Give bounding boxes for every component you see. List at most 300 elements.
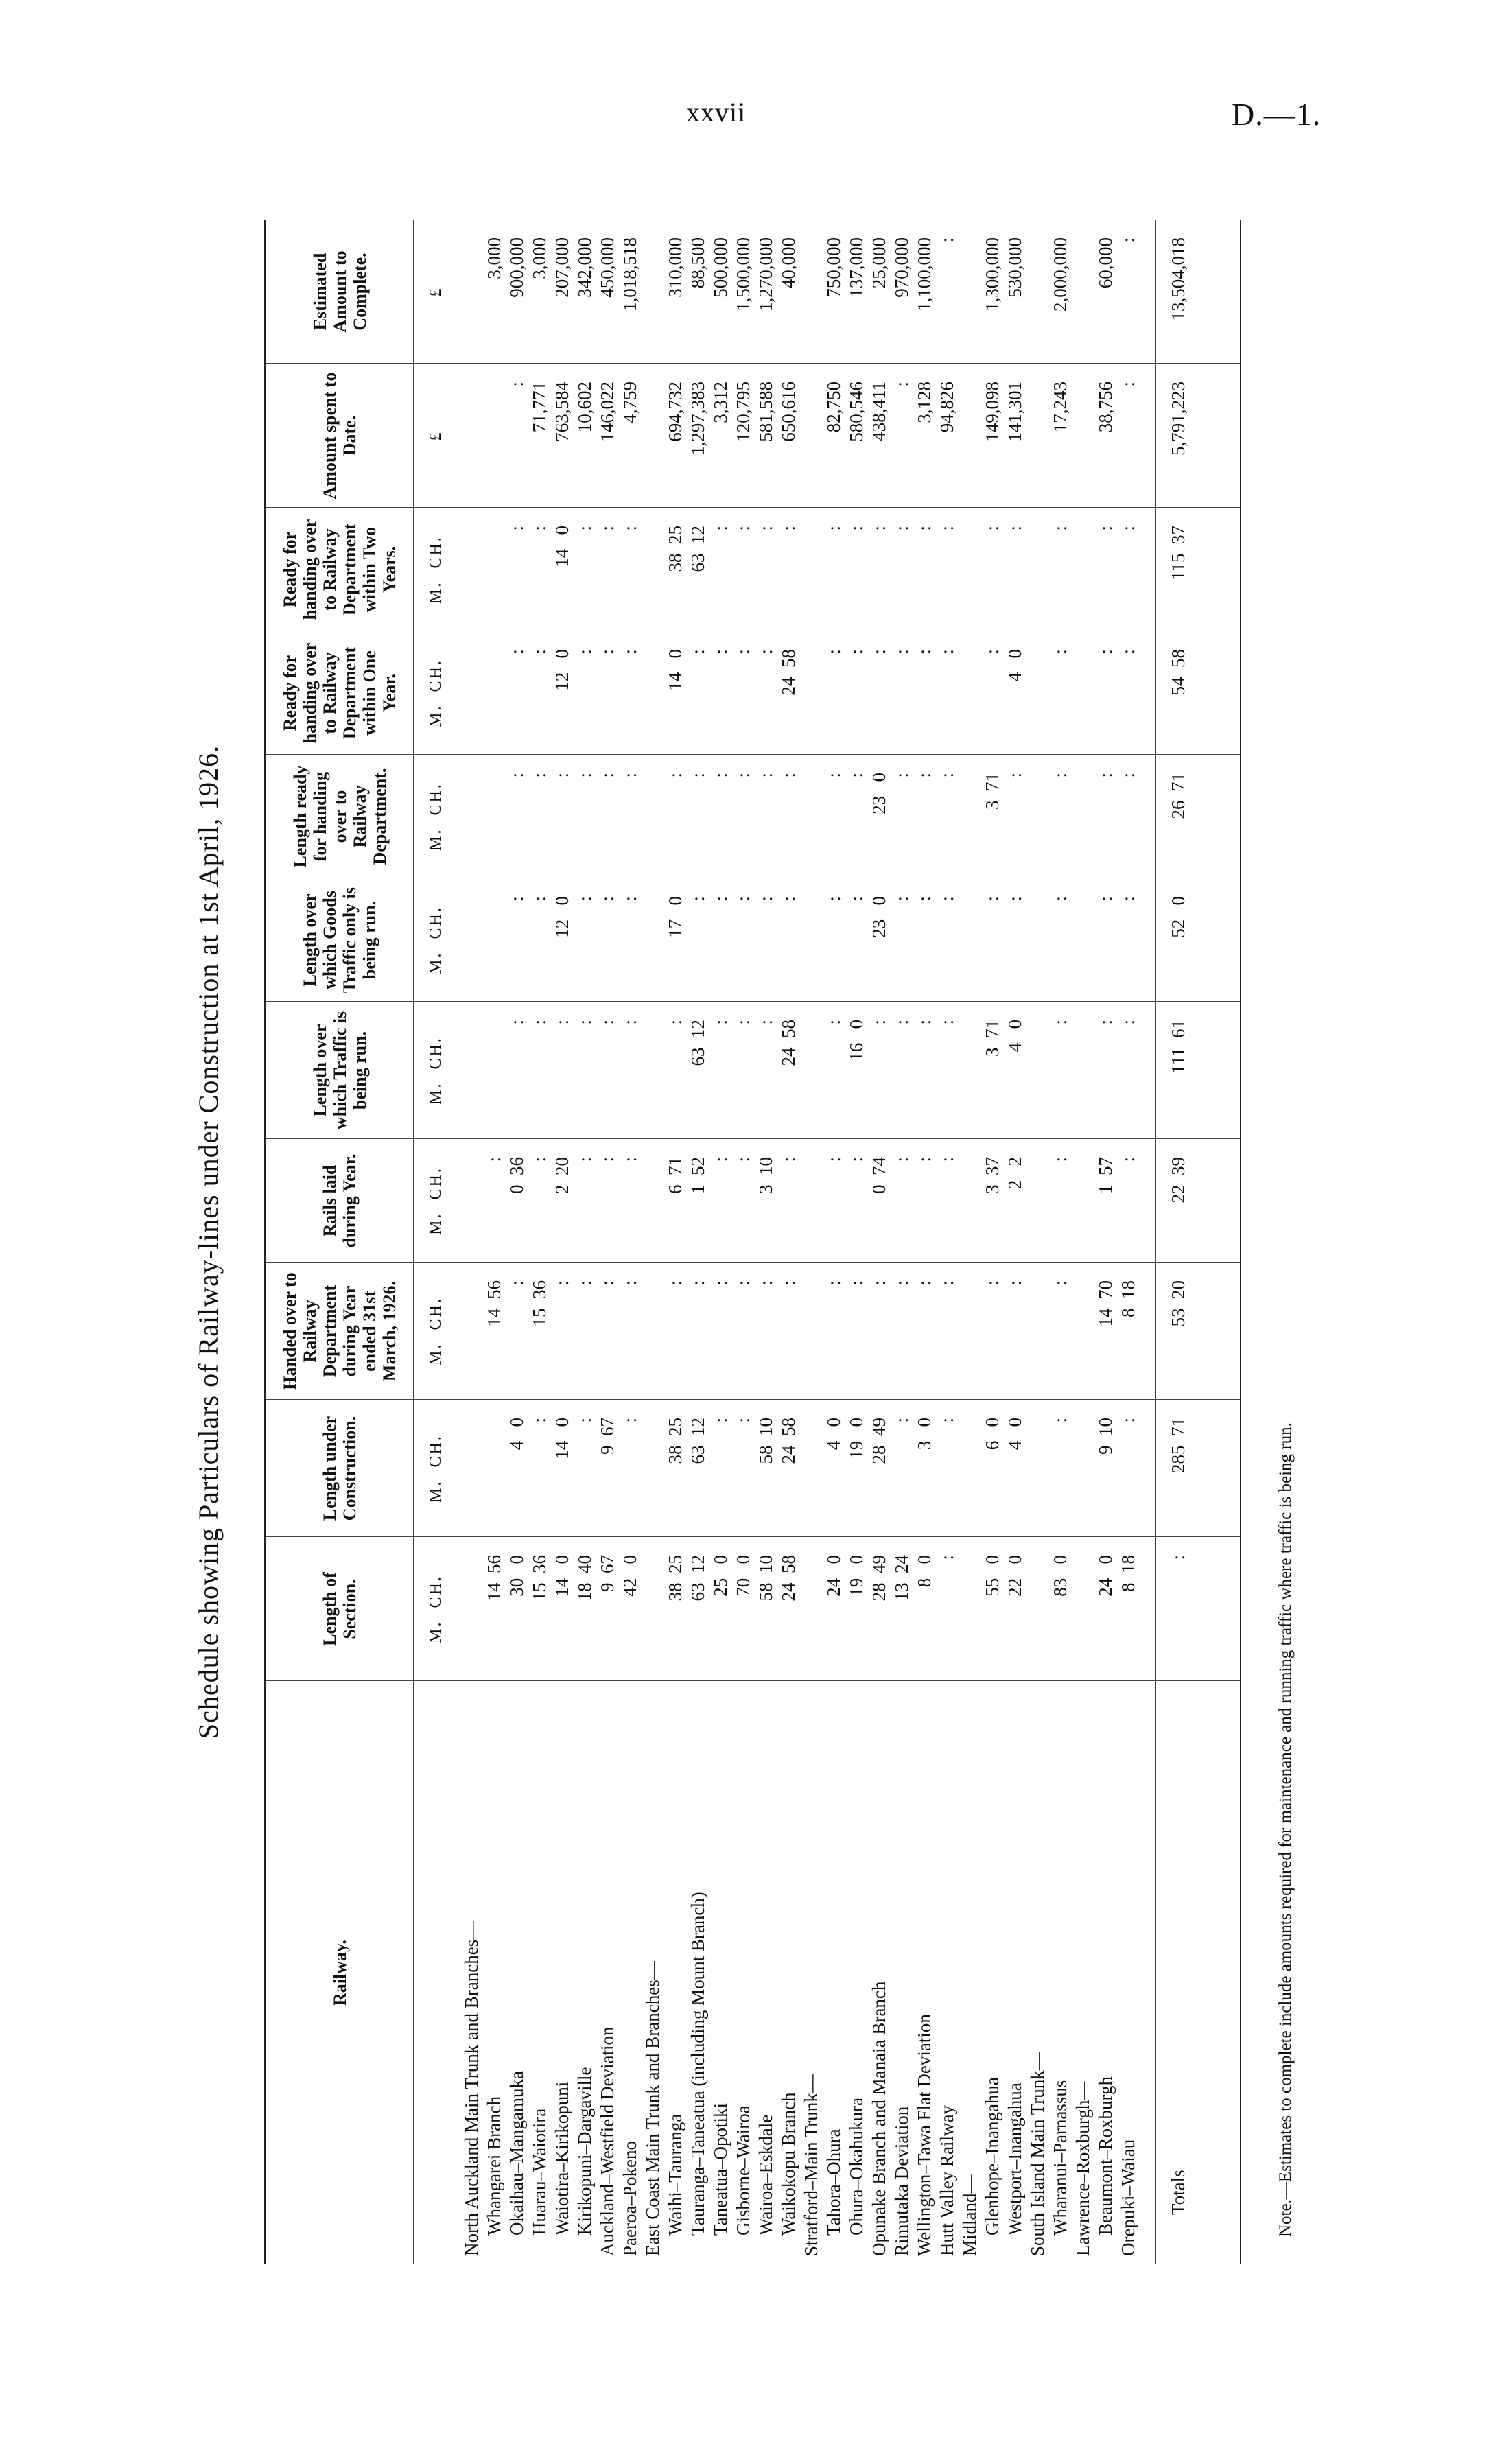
cell-estimated: 60,000 [1095,237,1116,289]
cell-ready_two_years: : [891,526,912,531]
cell-estimated: 25,000 [869,237,889,289]
cell-goods_traffic: : [914,896,935,902]
totals-label: Totals [1168,2170,1188,2215]
cell-ready_two_years: : [733,526,753,531]
cell-length_construction: 19 0 [846,1418,867,1459]
cell-ready_now: : [620,773,640,778]
cell-length_construction: 14 0 [552,1418,572,1459]
cell-length_section: 63 12 [688,1555,708,1601]
row-railway-name: North Auckland Main Trunk and Branches— [461,1921,482,2256]
cell-length_section: 30 0 [506,1555,527,1597]
cell-handed_over: : [620,1280,640,1286]
cell-handed_over: : [710,1280,731,1286]
cell-ready_now: : [688,773,708,778]
cell-ready_two_years: : [755,526,776,531]
cell-estimated: 40,000 [778,237,799,289]
cell-traffic_run: : [1095,1020,1116,1025]
cell-length_section: 14 0 [552,1555,572,1597]
cell-rails_laid: : [733,1157,753,1162]
schedule-title: Schedule showing Particulars of Railway-lines under Construction at 1st April, 1926. [193,744,224,1739]
cell-handed_over: : [1050,1280,1070,1286]
row-railway-name: Opunake Branch and Manaia Branch [869,1981,889,2256]
column-unit: £ [427,430,445,441]
cell-ready_now: : [755,773,776,778]
cell-amount_spent: 71,771 [529,382,550,433]
cell-estimated: 3,000 [484,237,504,279]
cell-traffic_run: : [506,1020,527,1025]
cell-ready_one_year: : [620,649,640,655]
cell-amount_spent: 94,826 [937,382,957,433]
row-railway-name: Tauranga–Taneatua (including Mount Branch) [688,1892,708,2236]
cell-amount_spent: 141,301 [1005,382,1025,442]
cell-length_section: 9 67 [597,1555,618,1592]
header-rule [413,220,414,2264]
cell-rails_laid: : [1118,1157,1138,1162]
cell-goods_traffic: : [529,896,550,902]
cell-ready_two_years: : [778,526,799,531]
row-railway-name: Taneatua–Opotiki [710,2102,731,2236]
cell-ready_now: : [506,773,527,778]
cell-amount_spent: 763,584 [552,382,572,442]
cell-ready_one_year: : [1095,649,1116,655]
cell-amount_spent: : [506,382,527,387]
row-railway-name: Rimutaka Deviation [891,2106,912,2256]
cell-handed_over: : [778,1280,799,1286]
cell-ready_two_years: 14 0 [552,526,572,567]
cell-traffic_run: : [755,1020,776,1025]
cell-rails_laid: : [484,1157,504,1162]
cell-length_construction: : [1118,1418,1138,1423]
cell-estimated: 310,000 [665,237,685,298]
cell-ready_now: : [891,773,912,778]
cell-ready_now: 3 71 [982,773,1002,810]
row-railway-name: Wharanui–Parnassus [1050,2080,1070,2236]
cell-ready_one_year: : [1118,649,1138,655]
column-unit: M. CH. [427,782,445,851]
column-header-ready_two_years: Ready for handing over to Railway Department within Two Years. [280,519,399,620]
cell-length_section: 83 0 [1050,1555,1070,1597]
cell-traffic_run: : [665,1020,685,1025]
cell-traffic_run: : [937,1020,957,1025]
cell-ready_one_year: : [846,649,867,655]
row-railway-name: Waikokopu Branch [778,2092,799,2236]
cell-amount_spent: : [891,382,912,387]
cell-handed_over: : [597,1280,618,1286]
cell-ready_now: : [846,773,867,778]
cell-estimated: 1,018,518 [620,237,640,312]
cell-handed_over: : [891,1280,912,1286]
cell-ready_now: 23 0 [869,773,889,814]
cell-goods_traffic: : [1050,896,1070,902]
row-railway-name: East Coast Main Trunk and Branches— [642,1961,663,2256]
row-railway-name: Ohura–Okahukura [846,2098,867,2236]
column-unit: M. CH. [427,1575,445,1643]
cell-length_section: 18 40 [574,1555,595,1601]
cell-rails_laid: 6 71 [665,1157,685,1194]
cell-estimated: 2,000,000 [1050,237,1070,312]
row-railway-name: Wairoa–Eskdale [755,2114,776,2236]
cell-estimated: 1,500,000 [733,237,753,312]
column-header-amount_spent: Amount spent to Date. [320,372,360,500]
column-header-length_construction: Length under Construction. [320,1416,360,1521]
cell-length_section: : [937,1555,957,1560]
cell-estimated: 900,000 [506,237,527,298]
cell-rails_laid: : [710,1157,731,1162]
cell-ready_two_years: : [1050,526,1070,531]
cell-amount_spent: 149,098 [982,382,1002,442]
cell-rails_laid: 0 36 [506,1157,527,1194]
cell-estimated: 750,000 [823,237,844,298]
total-cell-amount_spent: 5,791,223 [1168,382,1188,456]
cell-ready_one_year: : [733,649,753,655]
cell-traffic_run: 16 0 [846,1020,867,1061]
cell-rails_laid: : [529,1157,550,1162]
column-header-rails_laid: Rails laid during Year. [320,1153,360,1248]
cell-length_section: 8 0 [914,1555,935,1588]
cell-traffic_run: 4 0 [1005,1020,1025,1053]
cell-traffic_run: : [552,1020,572,1025]
row-railway-name: Glenhope–Inangahua [982,2077,1002,2236]
cell-handed_over: : [574,1280,595,1286]
cell-traffic_run: : [574,1020,595,1025]
cell-ready_two_years: : [914,526,935,531]
cell-ready_one_year: : [823,649,844,655]
cell-ready_two_years: : [710,526,731,531]
cell-length_section: 28 49 [869,1555,889,1601]
cell-goods_traffic: 12 0 [552,896,572,938]
cell-goods_traffic: : [1095,896,1116,902]
cell-length_section: 15 36 [529,1555,550,1601]
cell-length_section: 8 18 [1118,1555,1138,1592]
cell-ready_one_year: : [1050,649,1070,655]
cell-ready_two_years: : [846,526,867,531]
page-number: xxvii [686,97,747,128]
cell-goods_traffic: : [778,896,799,902]
cell-length_section: 70 0 [733,1555,753,1597]
row-railway-name: Midland— [959,2174,980,2256]
cell-ready_two_years: 38 25 [665,526,685,572]
cell-handed_over: : [665,1280,685,1286]
cell-traffic_run: : [529,1020,550,1025]
cell-length_section: 13 24 [891,1555,912,1601]
cell-ready_one_year: 12 0 [552,649,572,691]
cell-estimated: 500,000 [710,237,731,298]
cell-goods_traffic: : [1005,896,1025,902]
cell-rails_laid: 2 20 [552,1157,572,1194]
cell-length_construction: : [937,1418,957,1423]
column-header-railway: Railway. [329,1939,350,2006]
cell-length_section: 24 0 [823,1555,844,1597]
cell-estimated: 1,300,000 [982,237,1002,312]
row-railway-name: Waihi–Tauranga [665,2113,685,2236]
cell-ready_one_year: : [574,649,595,655]
cell-rails_laid: : [937,1157,957,1162]
row-railway-name: Wellington–Tawa Flat Deviation [914,2014,935,2256]
cell-traffic_run: : [733,1020,753,1025]
cell-handed_over: : [733,1280,753,1286]
column-header-estimated: Estimated Amount to Complete. [309,250,370,333]
cell-amount_spent: 3,128 [914,382,935,423]
cell-goods_traffic: : [755,896,776,902]
row-railway-name: Auckland–Westfield Deviation [597,2026,618,2256]
cell-traffic_run: : [869,1020,889,1025]
cell-traffic_run: 3 71 [982,1020,1002,1057]
cell-length_construction: 38 25 [665,1418,685,1464]
total-cell-ready_two_years: 115 37 [1168,526,1188,580]
cell-length_construction: : [620,1418,640,1423]
row-railway-name: Okaihau–Mangamuka [506,2071,527,2236]
cell-ready_now: : [665,773,685,778]
cell-handed_over: : [846,1280,867,1286]
cell-rails_laid: : [597,1157,618,1162]
cell-ready_two_years: : [869,526,889,531]
cell-handed_over: : [688,1280,708,1286]
cell-amount_spent: 694,732 [665,382,685,442]
cell-handed_over: : [1005,1280,1025,1286]
column-unit: £ [427,286,445,297]
column-header-length_section: Length of Section. [320,1572,360,1646]
cell-amount_spent: 82,750 [823,382,844,433]
cell-rails_laid: : [823,1157,844,1162]
cell-amount_spent: 3,312 [710,382,731,423]
cell-rails_laid: 3 37 [982,1157,1002,1194]
cell-ready_one_year: : [982,649,1002,655]
total-cell-goods_traffic: 52 0 [1168,896,1188,938]
cell-ready_two_years: 63 12 [688,526,708,572]
cell-goods_traffic: : [506,896,527,902]
cell-length_section: 14 56 [484,1555,504,1601]
cell-length_section: 42 0 [620,1555,640,1597]
column-unit: M. CH. [427,535,445,604]
cell-amount_spent: 580,546 [846,382,867,442]
total-cell-rails_laid: 22 39 [1168,1157,1188,1204]
cell-handed_over: : [823,1280,844,1286]
cell-ready_one_year: : [914,649,935,655]
cell-rails_laid: : [846,1157,867,1162]
cell-ready_now: : [1118,773,1138,778]
cell-goods_traffic: : [823,896,844,902]
total-cell-traffic_run: 111 61 [1168,1020,1188,1074]
row-railway-name: Hutt Valley Railway [937,2105,957,2256]
column-unit: M. CH. [427,659,445,727]
column-header-ready_one_year: Ready for handing over to Railway Department within One Year. [280,642,399,744]
cell-estimated: 3,000 [529,237,550,279]
cell-length_construction: : [529,1418,550,1423]
cell-estimated: 450,000 [597,237,618,298]
cell-ready_now: : [823,773,844,778]
cell-ready_now: : [529,773,550,778]
row-railway-name: Tahora–Ohura [823,2128,844,2236]
cell-ready_one_year: 14 0 [665,649,685,691]
cell-ready_two_years: : [1095,526,1116,531]
cell-ready_two_years: : [937,526,957,531]
cell-ready_one_year: : [710,649,731,655]
cell-rails_laid: : [891,1157,912,1162]
column-unit: M. CH. [427,1036,445,1105]
cell-traffic_run: 24 58 [778,1020,799,1066]
cell-length_section: 55 0 [982,1555,1002,1597]
cell-length_construction: 4 0 [1005,1418,1025,1451]
cell-amount_spent: : [1118,382,1138,387]
cell-ready_one_year: : [869,649,889,655]
cell-estimated: 1,270,000 [755,237,776,312]
row-railway-name: Beaumont–Roxburgh [1095,2076,1116,2236]
cell-ready_now: : [733,773,753,778]
cell-ready_now: : [710,773,731,778]
total-cell-handed_over: 53 20 [1168,1280,1188,1327]
cell-handed_over: 14 56 [484,1280,504,1327]
total-cell-length_construction: 285 71 [1168,1418,1188,1473]
cell-ready_now: : [1095,773,1116,778]
cell-traffic_run: : [914,1020,935,1025]
cell-length_construction: 63 12 [688,1418,708,1464]
schedule-table [264,220,1241,2264]
cell-length_construction: 9 10 [1095,1418,1116,1455]
total-cell-ready_one_year: 54 58 [1168,649,1188,696]
document-code: D.—1. [1232,97,1322,132]
cell-length_construction: 24 58 [778,1418,799,1464]
cell-amount_spent: 146,022 [597,382,618,442]
row-railway-name: Waiotira–Kirikopuni [552,2081,572,2236]
cell-traffic_run: : [1118,1020,1138,1025]
cell-goods_traffic: : [710,896,731,902]
cell-handed_over: 14 70 [1095,1280,1116,1327]
cell-length_construction: 3 0 [914,1418,935,1451]
cell-ready_one_year: 4 0 [1005,649,1025,682]
cell-goods_traffic: : [574,896,595,902]
cell-length_section: 25 0 [710,1555,731,1597]
column-unit: M. CH. [427,906,445,974]
cell-handed_over: : [755,1280,776,1286]
cell-goods_traffic: 17 0 [665,896,685,938]
cell-length_construction: 58 10 [755,1418,776,1464]
cell-ready_two_years: : [574,526,595,531]
cell-amount_spent: 438,411 [869,382,889,441]
cell-ready_one_year: : [506,649,527,655]
cell-amount_spent: 1,297,383 [688,382,708,456]
cell-ready_two_years: : [1005,526,1025,531]
cell-handed_over: : [937,1280,957,1286]
cell-amount_spent: 17,243 [1050,382,1070,433]
cell-ready_one_year: : [891,649,912,655]
cell-rails_laid: 0 74 [869,1157,889,1194]
cell-length_construction: : [733,1418,753,1423]
cell-ready_now: : [552,773,572,778]
row-railway-name: Stratford–Main Trunk— [801,2074,821,2256]
cell-length_construction: : [891,1418,912,1423]
cell-ready_two_years: : [506,526,527,531]
cell-goods_traffic: 23 0 [869,896,889,938]
cell-estimated: 970,000 [891,237,912,298]
cell-length_construction: 28 49 [869,1418,889,1464]
cell-traffic_run: : [823,1020,844,1025]
rotated-schedule [192,151,1331,2333]
cell-rails_laid: : [914,1157,935,1162]
cell-ready_two_years: : [823,526,844,531]
cell-length_construction: 9 67 [597,1418,618,1455]
cell-estimated: 207,000 [552,237,572,298]
cell-amount_spent: 120,795 [733,382,753,442]
cell-traffic_run: : [710,1020,731,1025]
cell-goods_traffic: : [937,896,957,902]
cell-length_construction: : [574,1418,595,1423]
row-railway-name: Westport–Inangahua [1005,2082,1025,2236]
cell-traffic_run: 63 12 [688,1020,708,1066]
cell-goods_traffic: : [733,896,753,902]
row-railway-name: South Island Main Trunk— [1027,2052,1048,2256]
cell-amount_spent: 38,756 [1095,382,1116,433]
cell-rails_laid: 2 2 [1005,1157,1025,1190]
cell-ready_one_year: : [529,649,550,655]
cell-length_section: 24 58 [778,1555,799,1601]
cell-ready_one_year: : [597,649,618,655]
cell-handed_over: 8 18 [1118,1280,1138,1317]
cell-amount_spent: 650,616 [778,382,799,442]
column-unit: M. CH. [427,1297,445,1365]
cell-estimated: : [1118,237,1138,243]
cell-ready_now: : [914,773,935,778]
column-header-handed_over: Handed over to Railway Department during Year ended 31st March, 1926. [280,1272,399,1390]
cell-ready_two_years: : [529,526,550,531]
cell-length_section: 19 0 [846,1555,867,1597]
cell-handed_over: : [506,1280,527,1286]
cell-handed_over: : [982,1280,1002,1286]
cell-traffic_run: : [891,1020,912,1025]
total-cell-ready_now: 26 71 [1168,773,1188,819]
cell-ready_one_year: : [755,649,776,655]
footnote: Note.—Estimates to complete include amounts required for maintenance and running traffic where traffic is being run. [1276,1422,1295,2237]
cell-amount_spent: 4,759 [620,382,640,423]
cell-amount_spent: 581,588 [755,382,776,442]
column-unit: M. CH. [427,1434,445,1503]
total-cell-length_section: : [1168,1555,1188,1560]
row-railway-name: Kirikopuni–Dargaville [574,2067,595,2236]
cell-estimated: : [937,237,957,243]
cell-length_construction: : [710,1418,731,1423]
cell-ready_now: : [937,773,957,778]
cell-rails_laid: 1 52 [688,1157,708,1194]
cell-ready_now: : [1050,773,1070,778]
column-header-ready_now: Length ready for handing over to Railway Department. [290,765,390,868]
cell-estimated: 342,000 [574,237,595,298]
column-header-traffic_run: Length over which Traffic is being run. [309,1011,370,1130]
cell-rails_laid: 3 10 [755,1157,776,1194]
cell-estimated: 1,100,000 [914,237,935,312]
cell-ready_now: : [1005,773,1025,778]
cell-ready_now: : [597,773,618,778]
column-header-goods_traffic: Length over which Goods Traffic only is being run. [300,887,379,994]
cell-traffic_run: : [597,1020,618,1025]
cell-traffic_run: : [620,1020,640,1025]
cell-handed_over: : [552,1280,572,1286]
cell-ready_one_year: 24 58 [778,649,799,696]
row-railway-name: Paeroa–Pokeno [620,2141,640,2256]
cell-estimated: 530,000 [1005,237,1025,298]
row-railway-name: Orepuki–Waiau [1118,2139,1138,2256]
cell-estimated: 137,000 [846,237,867,298]
cell-goods_traffic: : [620,896,640,902]
cell-length_section: 38 25 [665,1555,685,1601]
cell-goods_traffic: : [1118,896,1138,902]
cell-goods_traffic: : [688,896,708,902]
cell-ready_one_year: : [688,649,708,655]
cell-length_section: 58 10 [755,1555,776,1601]
cell-goods_traffic: : [891,896,912,902]
cell-length_construction: 4 0 [506,1418,527,1451]
cell-ready_now: : [778,773,799,778]
cell-amount_spent: 10,602 [574,382,595,433]
cell-length_section: 22 0 [1005,1555,1025,1597]
